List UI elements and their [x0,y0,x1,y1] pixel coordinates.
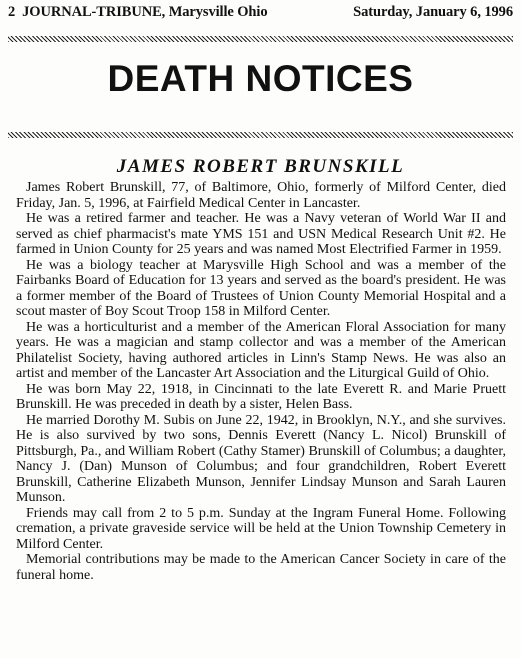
publication-date: Saturday, January 6, 1996 [353,4,513,20]
obituary-name: JAMES ROBERT BRUNSKILL [116,156,405,177]
obituary-paragraph: He was a retired farmer and teacher. He was a Navy veteran of World War II and served as chief pharmacist's mate YMS 151 and USN Medical Research Unit #2. He farmed in Union County for 25 years and was named Most Electrified Farmer in 1959. [16,211,506,257]
masthead [8,4,513,24]
obituary-paragraph: He married Dorothy M. Subis on June 22, 1942, in Brooklyn, N.Y., and she survives. He is also survived by two sons, Dennis Everett (Nancy L. Nicol) Brunskill of Pittsburgh, Pa., and William Robert (Cathy Stamer) Brunskill of Columbus; a daughter, Nancy J. (Dan) Munson of Columbus; and four grandchildren, Robert Everett Brunskill, Catherine Elizabeth Munson, Jennifer Lindsay Munson and Sarah Lauren Munson. [16,412,506,505]
hatch-rule-top [8,36,513,42]
obituary-paragraph: He was born May 22, 1918, in Cincinnati to the late Everett R. and Marie Pruett Brunskill. He was preceded in death by a sister, Helen Bass. [16,381,506,412]
hatch-rule-bottom [8,132,513,138]
obituary-paragraph: Friends may call from 2 to 5 p.m. Sunday at the Ingram Funeral Home. Following cremation, a private graveside service will be held at the Union Township Cemetery in Milford Center. [16,505,506,552]
obituary-paragraph: James Robert Brunskill, 77, of Baltimore, Ohio, formerly of Milford Center, died Friday, Jan. 5, 1996, at Fairfield Medical Center in Lancaster. [16,180,506,211]
paper-name: JOURNAL-TRIBUNE, Marysville Ohio [22,4,268,20]
obituary-body [16,180,506,583]
obituary-paragraph: He was a biology teacher at Marysville High School and was a member of the Fairbanks Board of Education for 13 years and served as the board's president. He was a former member of the Board of Trustees of Union County Memorial Hospital and a scout master of Boy Scout Troop 158 in Milford Center. [16,257,506,319]
obituary-paragraph: He was a horticulturist and a member of the American Floral Association for many years. He was a magician and stamp collector and was a member of the American Philatelist Society, having authored articles in Linn's Stamp News. He was also an artist and member of the Lancaster Art Association and the Liturgical Guild of Ohio. [16,319,506,381]
section-heading: DEATH NOTICES [107,58,414,99]
page-number: 2 [8,4,16,20]
obituary-paragraph: Memorial contributions may be made to the American Cancer Society in care of the funeral home. [16,552,506,583]
masthead-left [8,4,267,21]
